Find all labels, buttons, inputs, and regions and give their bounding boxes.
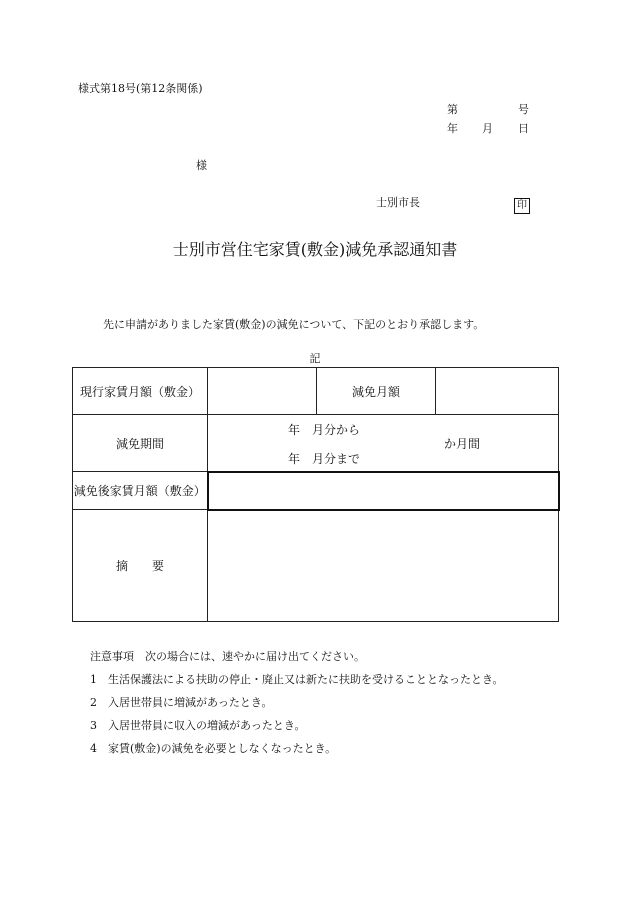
after-rent-value-cell[interactable]: [208, 472, 559, 510]
issuer-name: 士別市長: [376, 196, 420, 209]
table-row-current-rent: [73, 368, 559, 415]
remarks-value-cell[interactable]: [208, 510, 559, 622]
remarks-label: 摘 要: [73, 510, 208, 622]
seal-box: [514, 193, 530, 214]
period-to: 年 月分まで: [288, 452, 361, 467]
document-title: 士別市営住宅家賃(敷金)減免承認通知書: [172, 240, 458, 259]
period-months: か月間: [444, 437, 481, 452]
addressee-suffix: 様: [196, 159, 207, 172]
period-label: 減免期間: [73, 415, 208, 472]
after-rent-label: 減免後家賃月額（敷金）: [73, 472, 208, 510]
seal-mark: 印: [514, 198, 530, 214]
note-item-1: 1 生活保護法による扶助の停止・廃止又は新たに扶助を受けることとなったとき。: [90, 673, 504, 686]
reduction-amount-value-cell[interactable]: [436, 368, 559, 415]
period-value-cell[interactable]: [208, 415, 559, 472]
date-day: 日: [518, 122, 529, 135]
date-month: 月: [482, 122, 493, 135]
date-year: 年: [447, 122, 458, 135]
body-text: 先に申請がありました家賃(敷金)の減免について、下記のとおり承認します。: [103, 318, 485, 331]
period-from: 年 月分から: [288, 423, 361, 438]
note-item-3: 3 入居世帯員に収入の増減があったとき。: [90, 719, 306, 732]
ki-heading: 記: [309, 352, 321, 365]
table-row-remarks: [73, 510, 559, 622]
form-number: 様式第18号(第12条関係): [78, 82, 203, 95]
current-rent-value-cell[interactable]: [208, 368, 317, 415]
table-row-after-rent: [73, 472, 559, 510]
notes-heading: 注意事項 次の場合には、速やかに届け出てください。: [90, 650, 365, 663]
reduction-amount-label: 減免月額: [317, 368, 436, 415]
table-row-period: [73, 415, 559, 472]
note-item-4: 4 家賃(敷金)の減免を必要としなくなったとき。: [90, 742, 337, 755]
current-rent-label: 現行家賃月額（敷金）: [73, 368, 208, 415]
note-item-2: 2 入居世帯員に増減があったとき。: [90, 696, 273, 709]
number-go: 号: [518, 103, 529, 116]
number-dai: 第: [447, 103, 458, 116]
reduction-table: [72, 367, 560, 622]
